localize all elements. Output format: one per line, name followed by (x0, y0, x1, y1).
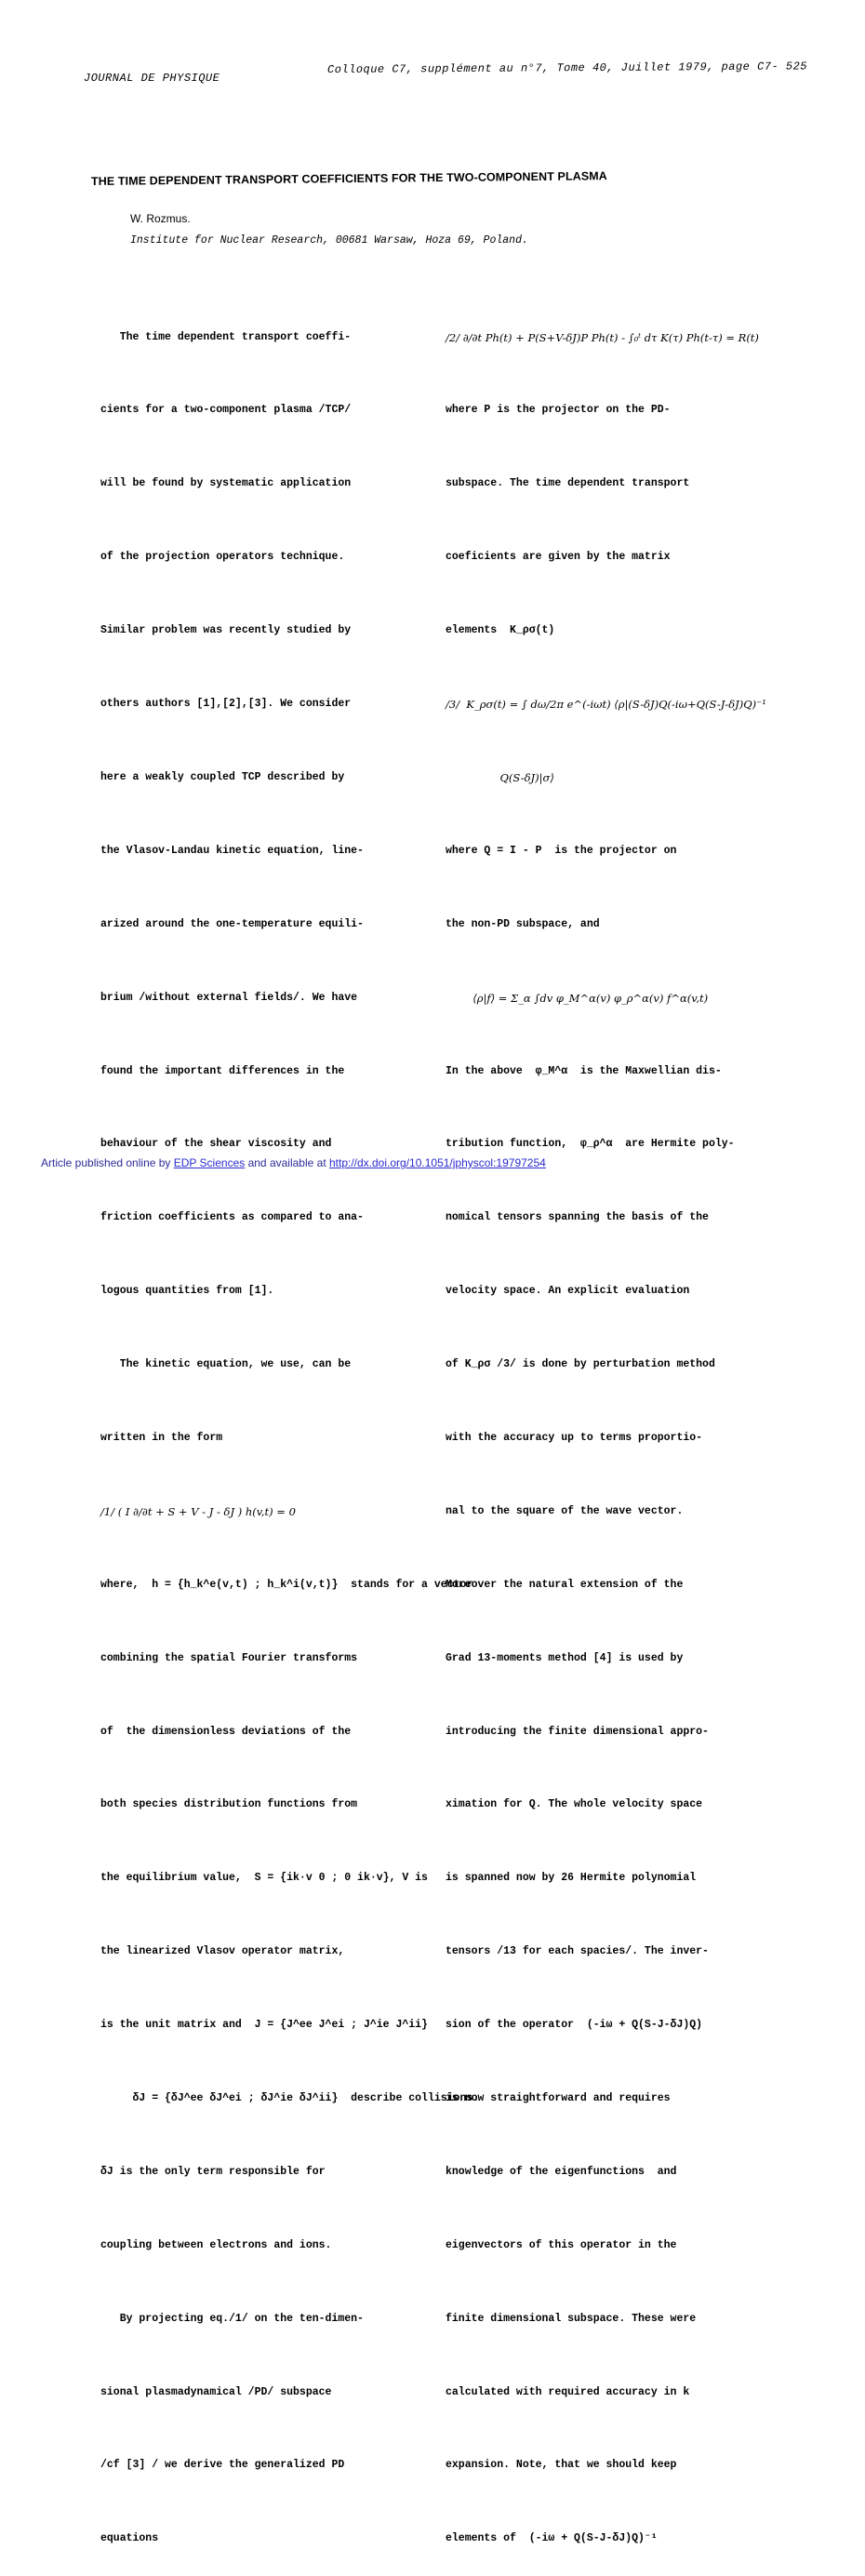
text-line: /cf [3] / we derive the generalized PD (100, 2459, 345, 2472)
text-line: will be found by systematic application (100, 477, 352, 490)
text-line: found the important differences in the (100, 1064, 345, 1077)
text-line: of K_ρσ /3/ is done by perturbation method (446, 1358, 715, 1371)
text-line: tribution function, φ_ρ^α are Hermite poly- (446, 1138, 735, 1151)
text-line: brium /without external fields/. We have (100, 991, 358, 1004)
text-line: both species distribution functions from (100, 1798, 358, 1811)
text-line: velocity space. An explicit evaluation (446, 1285, 690, 1298)
text-line: eigenvectors of this operator in the (446, 2238, 677, 2251)
text-line: coeficients are given by the matrix (446, 551, 671, 564)
text-line: nomical tensors spanning the basis of the (446, 1211, 709, 1224)
text-line: nal to the square of the wave vector. (446, 1504, 684, 1517)
text-line: friction coefficients as compared to ana- (100, 1211, 364, 1224)
text-line: coupling between electrons and ions. (100, 2238, 332, 2251)
text-line: Similar problem was recently studied by (100, 624, 352, 637)
equation-2: /2/ ∂/∂t Ph(t) + P(S+V-δJ)P Ph(t) - ∫₀ᵗ dτ K(τ) Ph(t-τ) = R(t) (446, 330, 759, 344)
text-line: of the projection operators technique. (100, 551, 345, 564)
text-line: sion of the operator (-iω + Q(S-J-δJ)Q) (446, 2019, 703, 2032)
text-line: is the unit matrix and J = {J^ee J^ei ; J^ie J^ii} (100, 2019, 428, 2032)
doi-link[interactable]: http://dx.doi.org/10.1051/jphyscol:19797254 (328, 1156, 546, 1169)
text-line: δJ = {δJ^ee δJ^ei ; δJ^ie δJ^ii} describe collisions. (100, 2091, 480, 2104)
text-line: the linearized Vlasov operator matrix, (100, 1945, 345, 1958)
text-line: The kinetic equation, we use, can be (100, 1358, 352, 1371)
text-line: here a weakly coupled TCP described by (100, 770, 345, 783)
text-line: where, h = {h_k^e(v,t) ; h_k^i(v,t)} stands for a vector (100, 1578, 473, 1591)
text-line: In the above φ_M^α is the Maxwellian dis- (446, 1064, 722, 1077)
text-line: Moreover the natural extension of the (446, 1578, 684, 1591)
journal-name: JOURNAL DE PHYSIQUE (84, 72, 220, 85)
text-line: By projecting eq./1/ on the ten-dimen- (100, 2312, 364, 2325)
text-line: ximation for Q. The whole velocity space (446, 1798, 703, 1811)
footer-middle: and available at (245, 1156, 329, 1169)
equation-1: /1/ ( I ∂/∂t + S + V - J - δJ ) h(v,t) = 0 (100, 1504, 296, 1518)
text-line: where Q = I - P is the projector on (446, 844, 677, 857)
text-line: the equilibrium value, S = {ik·v 0 ; 0 ik·v}, V is (100, 1872, 428, 1885)
right-column (446, 276, 766, 2576)
text-line: written in the form (100, 1431, 223, 1444)
text-line: the non-PD subspace, and (446, 917, 600, 930)
text-line: Grad 13-moments method [4] is used by (446, 1651, 684, 1664)
text-line: arized around the one-temperature equili- (100, 917, 364, 930)
text-line: is now straightforward and requires (446, 2091, 671, 2104)
publication-footer (41, 1156, 546, 1169)
text-line: subspace. The time dependent transport (446, 477, 690, 490)
text-line: introducing the finite dimensional appro- (446, 1725, 709, 1738)
text-line: elements K_ρσ(t) (446, 624, 555, 637)
equation-3: /3/ K_ρσ(t) = ∫ dω/2π e^(-iωt) ⟨ρ|(S-δJ)Q(-iω+Q(S-J-δJ)Q)⁻¹ (446, 698, 766, 712)
text-line: calculated with required accuracy in k (446, 2385, 690, 2398)
paper-title: THE TIME DEPENDENT TRANSPORT COEFFICIENTS FOR THE TWO-COMPONENT PLASMA (90, 169, 607, 188)
scalar-product-definition: ⟨ρ|f⟩ = Σ_α ∫dv φ_M^α(v) φ_ρ^α(v) f^α(v,t) (446, 991, 709, 1005)
author-name: W. Rozmus. (130, 212, 191, 225)
institution: Institute for Nuclear Research, 00681 Warsaw, Hoza 69, Poland. (130, 234, 528, 247)
equation-3-continued: Q(S-δJ)|σ⟩ (446, 770, 554, 784)
text-line: expansion. Note, that we should keep (446, 2459, 677, 2472)
text-line: with the accuracy up to terms proportio- (446, 1431, 703, 1444)
text-line: The time dependent transport coeffi- (100, 330, 352, 343)
publisher-link[interactable]: EDP Sciences (173, 1156, 246, 1169)
footer-prefix: Article published online by (41, 1156, 174, 1169)
text-line: equations (100, 2532, 159, 2545)
text-line: finite dimensional subspace. These were (446, 2312, 697, 2325)
text-line: the Vlasov-Landau kinetic equation, line- (100, 844, 364, 857)
text-line: sional plasmadynamical /PD/ subspace (100, 2385, 332, 2398)
text-line: tensors /13 for each spacies/. The inver- (446, 1945, 709, 1958)
text-line: cients for a two-component plasma /TCP/ (100, 404, 352, 417)
text-line: combining the spatial Fourier transforms (100, 1651, 358, 1664)
text-line: is spanned now by 26 Hermite polynomial (446, 1872, 697, 1885)
text-line: knowledge of the eigenfunctions and (446, 2165, 677, 2178)
text-line: logous quantities from [1]. (100, 1285, 274, 1298)
text-line: where P is the projector on the PD- (446, 404, 671, 417)
text-line: of the dimensionless deviations of the (100, 1725, 352, 1738)
text-line: elements of (-iω + Q(S-J-δJ)Q)⁻¹ (446, 2532, 658, 2545)
text-line: δJ is the only term responsible for (100, 2165, 326, 2178)
text-line: others authors [1],[2],[3]. We consider (100, 698, 352, 711)
text-line: behaviour of the shear viscosity and (100, 1138, 332, 1151)
colloque-reference: Colloque C7, supplément au n°7, Tome 40, Juillet 1979, page C7- 525 (326, 60, 808, 76)
